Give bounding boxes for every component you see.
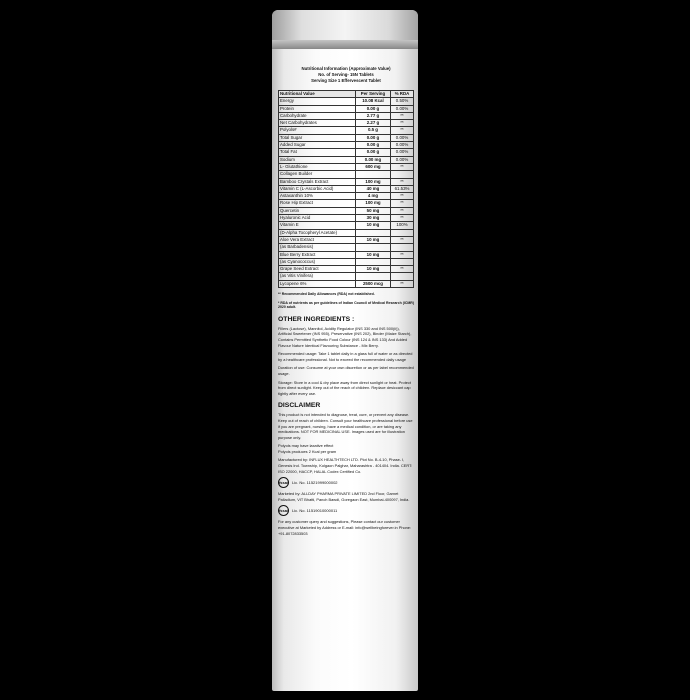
nutrient-per-serving: 0.5 g (355, 127, 390, 134)
nutrient-rda: 100% (391, 222, 414, 229)
nutrition-row (279, 112, 414, 119)
nutrition-row (279, 178, 414, 185)
marketer-license-number: Lic. No. 11519010000011 (292, 508, 338, 514)
tube-cap-ring (272, 40, 418, 48)
nutrient-per-serving (355, 171, 390, 178)
nutrient-rda (391, 171, 414, 178)
nutrient-name: Sodium (279, 156, 356, 163)
nutrient-name: L- Glutathione (279, 163, 356, 170)
nutrient-name: Quercetin (279, 207, 356, 214)
nutrient-rda (391, 244, 414, 251)
nutrient-rda: ** (391, 266, 414, 273)
nutrient-name: Added Sugar (279, 142, 356, 149)
nutrient-name: Bamboo Crystals Extract (279, 178, 356, 185)
nutrition-row (279, 163, 414, 170)
disclaimer-heading: DISCLAIMER (278, 402, 321, 410)
nutrient-name: Carbohydrate (279, 112, 356, 119)
contact-text: For any customer query and suggestions, Please contact our customer executive at Marketed by Address or E-mail: info@wellbeingforever.in Phone: +91-8072833503 (278, 519, 412, 536)
nutrient-name: Aloe Vera Extract (279, 236, 356, 243)
nutrient-per-serving: 0.00 g (355, 105, 390, 112)
servings-count: No. of Serving- 15N Tablets (318, 72, 374, 77)
nutrition-row (279, 98, 414, 105)
rda-note: ** Recommended Daily Allowances (RDA) not established. (278, 292, 375, 297)
nutrient-name: Vitamin C (L-Ascorbic Acid) (279, 185, 356, 192)
nutrient-per-serving: 2.27 g (355, 120, 390, 127)
product-tube (272, 10, 418, 691)
nutrient-name: Total Fat (279, 149, 356, 156)
nutrient-rda (391, 258, 414, 265)
storage-text: Storage: Store in a cool & dry place away from direct sunlight or heat. Protect from direct sunlight. Keep out of the reach of children. Replace desiccant cap tightly after every use. (278, 379, 411, 396)
nutrient-rda: ** (391, 193, 414, 200)
nutrition-row (279, 280, 414, 287)
nutrient-per-serving (355, 229, 390, 236)
nutrition-row (279, 193, 414, 200)
nutrient-per-serving: 4 mg (355, 193, 390, 200)
nutrient-per-serving: 10 mg (355, 222, 390, 229)
nutrient-rda: ** (391, 200, 414, 207)
marketer-text: Marketed by: ALLDAY PHARMA PRIVATE LIMITED 2nd Floor, Garnet Palladium, VIT Bhatti, Panch Bawdi, Goregaon East, Mumbai-400097, India. (278, 491, 410, 502)
nutrient-per-serving: 10 mg (355, 251, 390, 258)
nutrition-header-row (279, 91, 414, 98)
nutrition-row (279, 127, 414, 134)
nutrition-row (279, 207, 414, 214)
nutrient-rda: 0.00% (391, 134, 414, 141)
nutrient-name: Hyaluronic Acid (279, 215, 356, 222)
nutrient-rda: ** (391, 215, 414, 222)
nutrient-rda: ** (391, 112, 414, 119)
nutrient-per-serving: 30 mg (355, 215, 390, 222)
manufacturer-license-number: Lic. No. 11521999000002 (292, 480, 338, 486)
nutrition-row (279, 120, 414, 127)
nutrient-rda: 0.00% (391, 149, 414, 156)
nutrition-row (279, 105, 414, 112)
nutrient-per-serving: 100 mg (355, 200, 390, 207)
manufacturer-license (278, 477, 414, 488)
nutrient-per-serving: 10 mg (355, 266, 390, 273)
nutrient-rda (391, 273, 414, 280)
fssai-logo-icon: fssai (278, 505, 289, 516)
nutrient-per-serving: 0.00 g (355, 134, 390, 141)
polyols-laxative-text: Polyols may have laxative effect (278, 443, 334, 449)
ingredients-heading: OTHER INGREDIENTS : (278, 315, 355, 323)
nutrient-rda: 61.53% (391, 185, 414, 192)
nutrient-rda: ** (391, 120, 414, 127)
disclaimer-text: This product is not intended to diagnose, treat, cure, or prevent any disease. Keep out of reach of children. Consult your healthcare professional before use if you are pregnant, nursing, have a medical condition, or are taking any medications. NOT FOR MEDICINAL USE. Images used are for illustration purpose only. (278, 412, 413, 440)
nutrient-name: Energy (279, 98, 356, 105)
nutrient-per-serving (355, 244, 390, 251)
nutrient-name: (as Cyanococcus) (279, 258, 356, 265)
nutrient-rda: ** (391, 178, 414, 185)
nutrient-per-serving: 2500 mcg (355, 280, 390, 287)
serving-size: Serving Size 1 Effervescent Tablet (311, 78, 381, 83)
column-header: Nutritional Value (279, 91, 356, 98)
usage-text: Recommended usage: Take 1 tablet daily in a glass full of water or as directed by a healthcare professional. Not to exceed the recommended daily usage (278, 351, 413, 362)
nutrition-row (279, 134, 414, 141)
ingredients-text: Fillers (Lactose), Mannitol, Acidity Regulator (INS 330 and INS 500(ii)), Artificial Sweetener (INS 955), Preservative (INS 202), Binder (Maize Starch), Contains Permitted Synthetic Food Colour (INS 124 & INS 133) And Added Flavour Nature Identical Flavouring Substance - Mix Berry. (278, 325, 412, 348)
nutrient-rda: 0.00% (391, 156, 414, 163)
nutrition-row (279, 266, 414, 273)
nutrient-name: (as Vitis Vinifera) (279, 273, 356, 280)
nutrient-name: Astaxanthin 10% (279, 193, 356, 200)
nutrition-row (279, 142, 414, 149)
nutrition-row (279, 273, 414, 280)
nutrient-rda: 0.50% (391, 98, 414, 105)
nutrition-title: Nutritional Information (Approximate Value) (301, 66, 391, 71)
nutrient-rda: ** (391, 207, 414, 214)
nutrient-per-serving (355, 258, 390, 265)
nutrient-name: (as Barbadensis) (279, 244, 356, 251)
nutrient-rda: 0.00% (391, 105, 414, 112)
nutrient-rda: ** (391, 127, 414, 134)
column-header: Per Serving (355, 91, 390, 98)
nutrient-per-serving: 10.08 Kcal (355, 98, 390, 105)
nutrient-rda (391, 229, 414, 236)
icmr-note: * RDA of nutrients as per guidelines of Indian Council of Medical Research (ICMR) 2020 adult. (278, 300, 414, 310)
marketer-license (278, 505, 414, 516)
nutrient-per-serving: 0.00 mg (355, 156, 390, 163)
nutrient-per-serving: 0.00 g (355, 142, 390, 149)
nutrition-row (279, 244, 414, 251)
nutrient-name: Collagen Builder (279, 171, 356, 178)
nutrition-row (279, 185, 414, 192)
nutrition-row (279, 258, 414, 265)
nutrient-name: Blue Berry Extract (279, 251, 356, 258)
nutrient-rda: ** (391, 236, 414, 243)
nutrient-per-serving (355, 273, 390, 280)
nutrient-per-serving: 40 mg (355, 185, 390, 192)
nutrient-name: Net Carbohydrates (279, 120, 356, 127)
nutrition-row (279, 200, 414, 207)
fssai-logo-icon: fssai (278, 477, 289, 488)
nutrition-row (279, 171, 414, 178)
duration-text: Duration of use: Consume at your own discretion or as per label recommended usage. (278, 365, 414, 376)
nutrient-name: Vitamin E (279, 222, 356, 229)
nutrient-name: Polyols# (279, 127, 356, 134)
column-header: % RDA (391, 91, 414, 98)
nutrient-name: Rose Hip Extract (279, 200, 356, 207)
nutrient-rda: ** (391, 251, 414, 258)
nutrition-row (279, 236, 414, 243)
nutrient-name: (D-Alpha Tocopheryl Acetate) (279, 229, 356, 236)
nutrition-row (279, 149, 414, 156)
nutrient-per-serving: 0.00 g (355, 149, 390, 156)
nutrient-per-serving: 2.77 g (355, 112, 390, 119)
nutrient-rda: ** (391, 280, 414, 287)
manufacturer-text: Manufactured by: INFLUX HEALTHTECH LTD. Plot No. B-4-10, Phase- I, Genesis Ind. Township, Kolgaon Palghar, Maharashtra - 401404. India. CERT: ISO 22000, HACCP, HALAL Codex Certified Co. (278, 457, 413, 474)
nutrient-per-serving: 100 mg (355, 178, 390, 185)
nutrient-name: Total Sugar (279, 134, 356, 141)
product-label (278, 66, 414, 539)
nutrient-name: Grape Seed Extract (279, 266, 356, 273)
nutrient-per-serving: 10 mg (355, 236, 390, 243)
nutrition-table (278, 90, 414, 288)
nutrient-rda: 0.00% (391, 142, 414, 149)
nutrient-per-serving: 50 mg (355, 207, 390, 214)
nutrient-name: Protein (279, 105, 356, 112)
nutrition-row (279, 229, 414, 236)
nutrition-row (279, 222, 414, 229)
nutrition-row (279, 215, 414, 222)
nutrition-row (279, 156, 414, 163)
nutrition-row (279, 251, 414, 258)
nutrient-rda: ** (391, 163, 414, 170)
nutrient-per-serving: 600 mg (355, 163, 390, 170)
nutrient-name: Lycopene 6% (279, 280, 356, 287)
polyols-kcal-text: Polyols produces 2 Kcal per gram (278, 448, 337, 454)
